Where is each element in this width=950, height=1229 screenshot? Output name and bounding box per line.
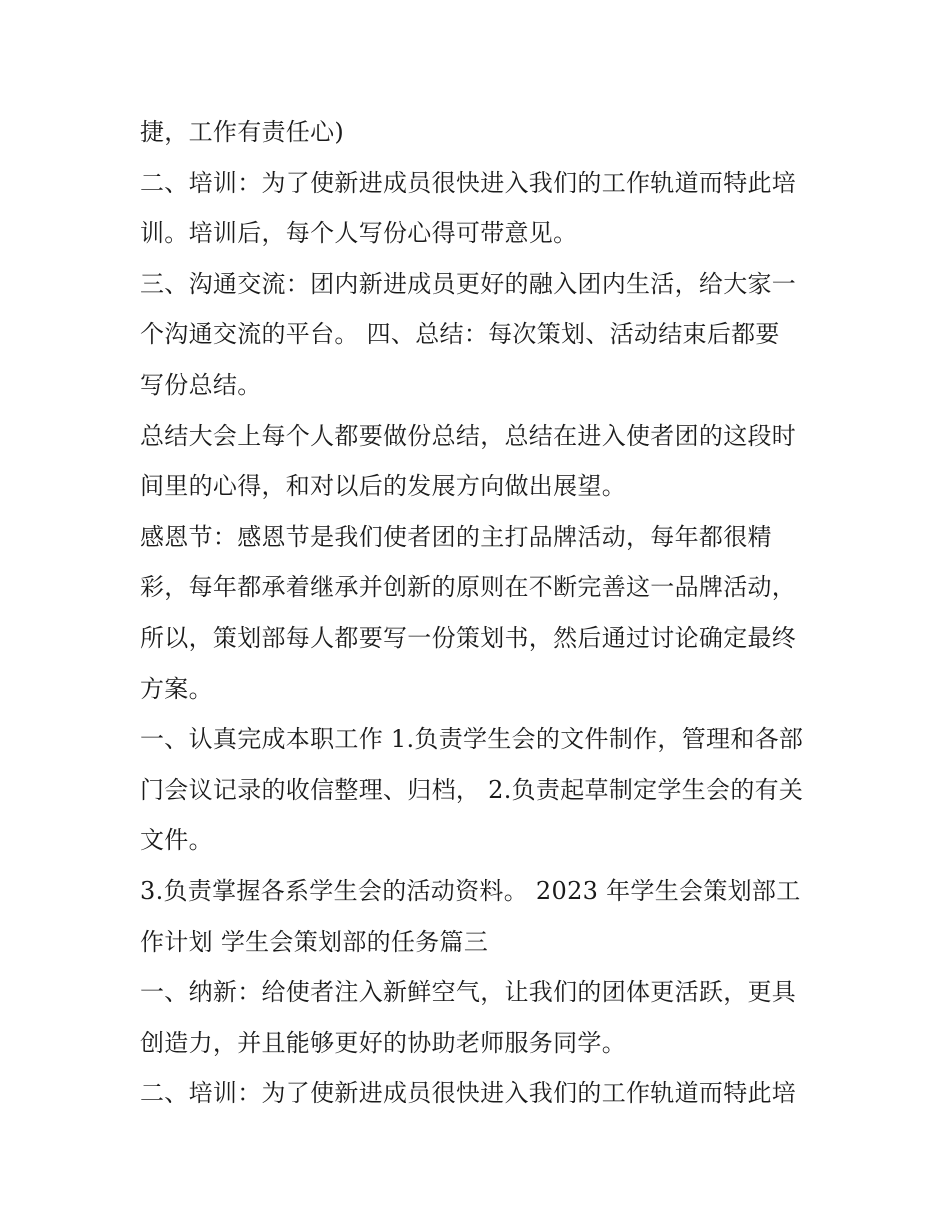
text-line: 总结大会上每个人都要做份总结，总结在进入使者团的这段时 (140, 421, 797, 450)
text-line: 捷，工作有责任心) (140, 118, 345, 146)
document-body (140, 107, 820, 1119)
text-line: 间里的心得，和对以后的发展方向做出展望。 (140, 472, 626, 501)
text-line: 彩，每年都承着继承并创新的原则在不断完善这一品牌活动， (140, 573, 797, 602)
text-line: 文件。 (140, 826, 213, 855)
text-line: 三、沟通交流：团内新进成员更好的融入团内生活，给大家一 (140, 269, 797, 298)
text-line: 个沟通交流的平台。 四、总结：每次策划、活动结束后都要 (140, 320, 780, 349)
text-line: 3.负责掌握各系学生会的活动资料。 2023 年学生会策划部工 (140, 876, 801, 905)
text-line: 方案。 (140, 674, 213, 703)
text-line: 感恩节：感恩节是我们使者团的主打品牌活动，每年都很精 (140, 522, 772, 551)
text-line: 作计划 学生会策划部的任务篇三 (140, 927, 489, 956)
text-line: 二、培训：为了使新进成员很快进入我们的工作轨道而特此培 (140, 1079, 797, 1108)
text-line: 门会议记录的收信整理、归档， 2.负责起草制定学生会的有关 (140, 775, 804, 804)
text-line: 一、认真完成本职工作 1.负责学生会的文件制作，管理和各部 (140, 725, 804, 754)
text-line: 训。培训后，每个人写份心得可带意见。 (140, 219, 578, 248)
text-line: 所以，策划部每人都要写一份策划书，然后通过讨论确定最终 (140, 623, 797, 652)
text-line: 二、培训：为了使新进成员很快进入我们的工作轨道而特此培 (140, 168, 797, 197)
text-line: 一、纳新：给使者注入新鲜空气，让我们的团体更活跃，更具 (140, 978, 797, 1007)
text-line: 写份总结。 (140, 370, 262, 399)
text-line: 创造力，并且能够更好的协助老师服务同学。 (140, 1028, 626, 1057)
